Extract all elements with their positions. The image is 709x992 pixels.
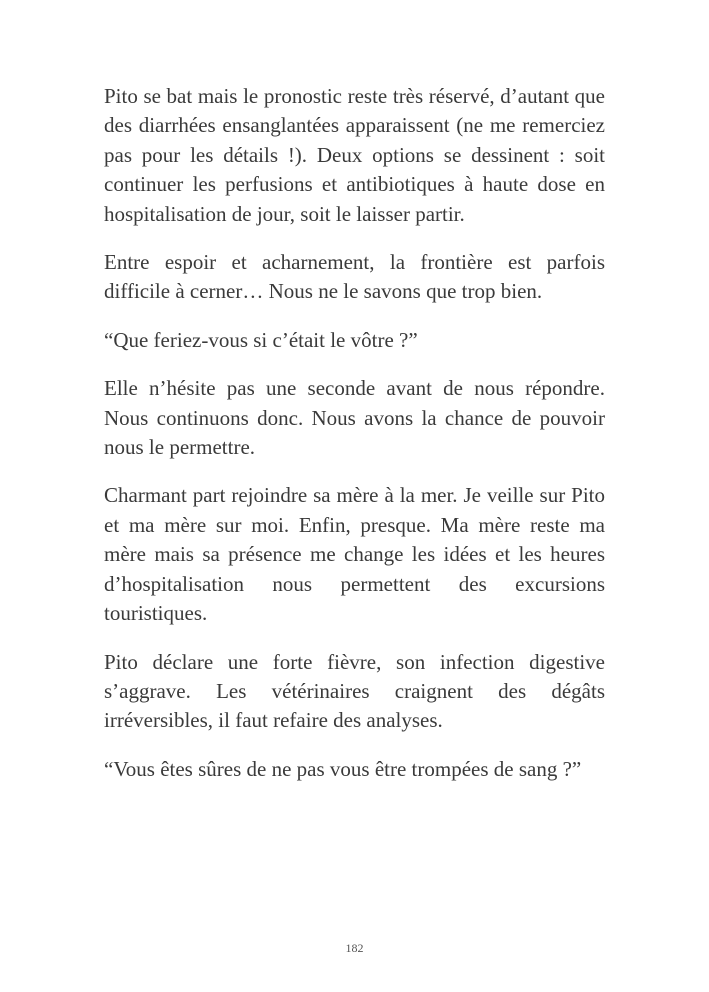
paragraph-2: Entre espoir et acharnement, la frontière est parfois difficile à cerner… Nous ne le savons que trop bien. [104,250,605,304]
page-number: 182 [345,941,364,955]
paragraph-5: Charmant part rejoindre sa mère à la mer. Je veille sur Pito et ma mère sur moi. Enfin, presque. Ma mère reste ma mère mais sa présence me change les idées et les heures d’hospitalisation nous permettent des excursions touristiques. [104,483,605,626]
paragraph-4: Elle n’hésite pas une seconde avant de nous répondre. Nous continuons donc. Nous avons la chance de pouvoir nous le permettre. [104,376,605,460]
paragraph-1: Pito se bat mais le pronostic reste très réservé, d’autant que des diarrhées ensanglantées apparaissent (ne me remerciez pas pour les détails !). Deux options se dessinent : soit continuer les perfusions et antibiotiques à haute dose en hospitalisation de jour, soit le laisser partir. [104,84,605,226]
paragraph-6: Pito déclare une forte fièvre, son infection digestive s’aggrave. Les vétérinaires craignent des dégâts irréversibles, il faut refaire des analyses. [104,649,605,733]
paragraph-7-quote: “Vous êtes sûres de ne pas vous être trompées de sang ?” [104,756,582,781]
body-text [104,82,605,803]
paragraph-3-quote: “Que feriez-vous si c’était le vôtre ?” [104,327,418,352]
